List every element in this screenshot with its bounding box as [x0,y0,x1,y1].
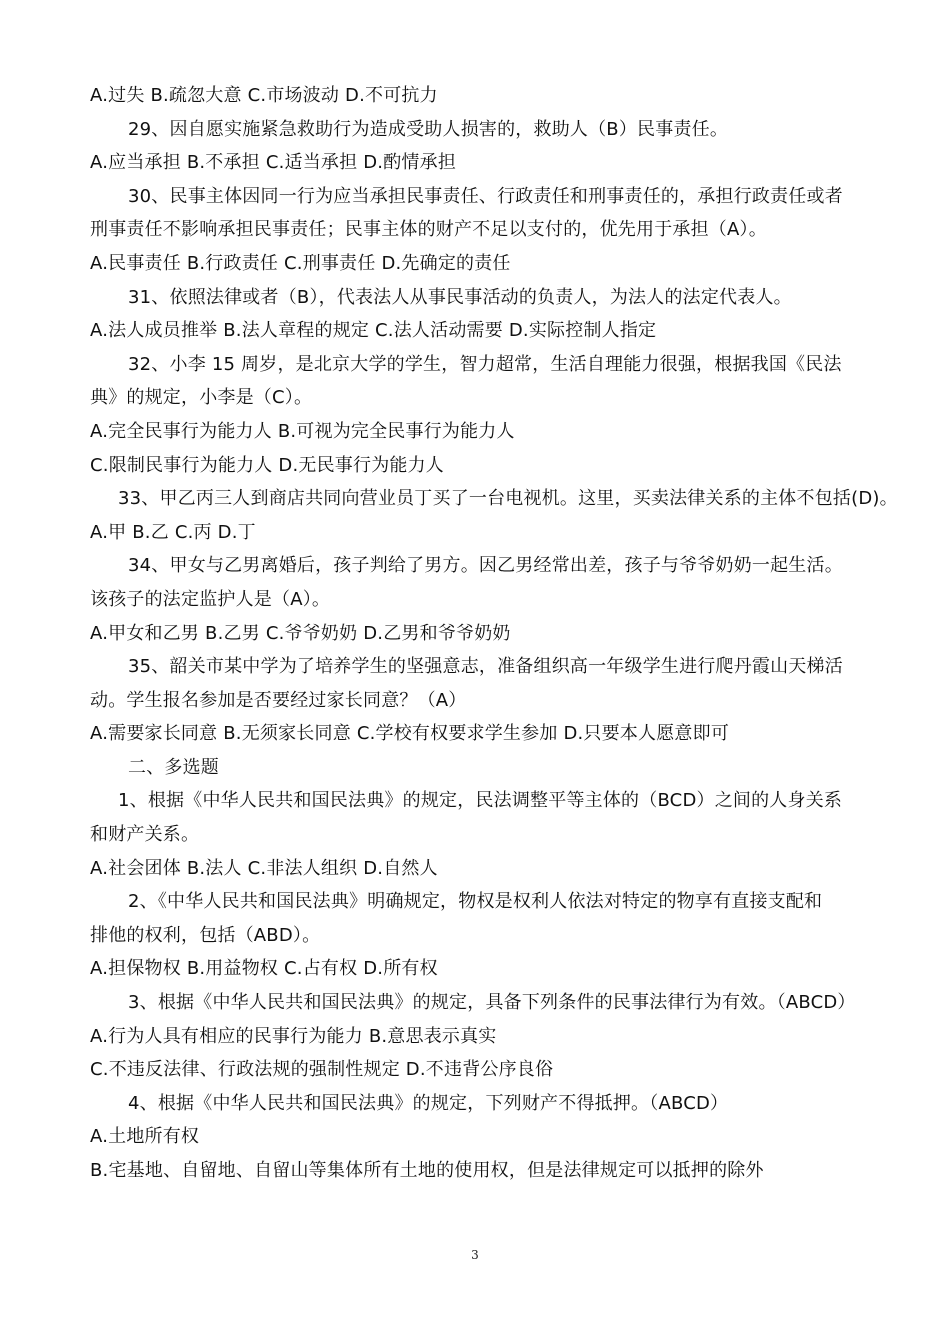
text-line: 刑事责任不影响承担民事责任；民事主体的财产不足以支付的，优先用于承担（A）。 [90,219,767,241]
text-line: 34、甲女与乙男离婚后，孩子判给了男方。因乙男经常出差，孩子与爷爷奶奶一起生活。 [128,555,843,577]
text-line: 31、依照法律或者（B），代表法人从事民事活动的负责人，为法人的法定代表人。 [128,286,792,308]
text-line: 排他的权利，包括（ABD）。 [90,924,321,946]
text-line: A.土地所有权 [90,1126,200,1148]
text-line: B.宅基地、自留地、自留山等集体所有土地的使用权，但是法律规定可以抵押的除外 [90,1160,764,1181]
page-number: 3 [471,1248,479,1262]
text-line: 二、多选题 [128,756,219,778]
text-line: 3、根据《中华人民共和国民法典》的规定，具备下列条件的民事法律行为有效。（ABCD） [128,992,856,1014]
text-line: 2、《中华人民共和国民法典》明确规定，物权是权利人依法对特定的物享有直接支配和 [128,891,823,913]
text-line: 典》的规定，小李是（C）。 [90,387,313,409]
text-line: 和财产关系。 [90,824,200,846]
text-line: A.过失 B.疏忽大意 C.市场波动 D.不可抗力 [90,85,438,106]
text-line: A.民事责任 B.行政责任 C.刑事责任 D.先确定的责任 [90,252,511,274]
text-line: A.社会团体 B.法人 C.非法人组织 D.自然人 [90,857,438,879]
text-line: A.甲 B.乙 C.丙 D.丁 [90,521,256,543]
text-line: 该孩子的法定监护人是（A）。 [90,588,331,610]
text-line: A.甲女和乙男 B.乙男 C.爷爷奶奶 D.乙男和爷爷奶奶 [90,622,511,644]
text-line: A.法人成员推举 B.法人章程的规定 C.法人活动需要 D.实际控制人指定 [90,320,657,342]
text-line: A.行为人具有相应的民事行为能力 B.意思表示真实 [90,1025,497,1047]
text-line: A.应当承担 B.不承担 C.适当承担 D.酌情承担 [90,152,457,174]
text-line: 4、根据《中华人民共和国民法典》的规定，下列财产不得抵押。（ABCD） [128,1092,729,1114]
text-line: 33、甲乙丙三人到商店共同向营业员丁买了一台电视机。这里，买卖法律关系的主体不包括(D)。 [118,488,898,510]
text-line: A.担保物权 B.用益物权 C.占有权 D.所有权 [90,958,438,980]
text-line: A.需要家长同意 B.无须家长同意 C.学校有权要求学生参加 D.只要本人愿意即可 [90,723,730,745]
text-line: A.完全民事行为能力人 B.可视为完全民事行为能力人 [90,420,515,442]
document-body [90,79,898,1188]
text-line: 32、小李 15 周岁，是北京大学的学生，智力超常，生活自理能力很强，根据我国《民法 [128,353,842,375]
text-line: C.限制民事行为能力人 D.无民事行为能力人 [90,454,444,476]
text-line: C.不违反法律、行政法规的强制性规定 D.不违背公序良俗 [90,1059,554,1081]
text-line: 30、民事主体因同一行为应当承担民事责任、行政责任和刑事责任的，承担行政责任或者 [128,185,843,207]
text-line: 35、韶关市某中学为了培养学生的坚强意志，准备组织高一年级学生进行爬丹霞山天梯活 [128,656,843,678]
text-line: 29、因自愿实施紧急救助行为造成受助人损害的，救助人（B）民事责任。 [128,118,729,140]
text-line: 1、根据《中华人民共和国民法典》的规定，民法调整平等主体的（BCD）之间的人身关系 [118,790,843,812]
text-line: 动。学生报名参加是否要经过家长同意？（A） [90,689,467,711]
